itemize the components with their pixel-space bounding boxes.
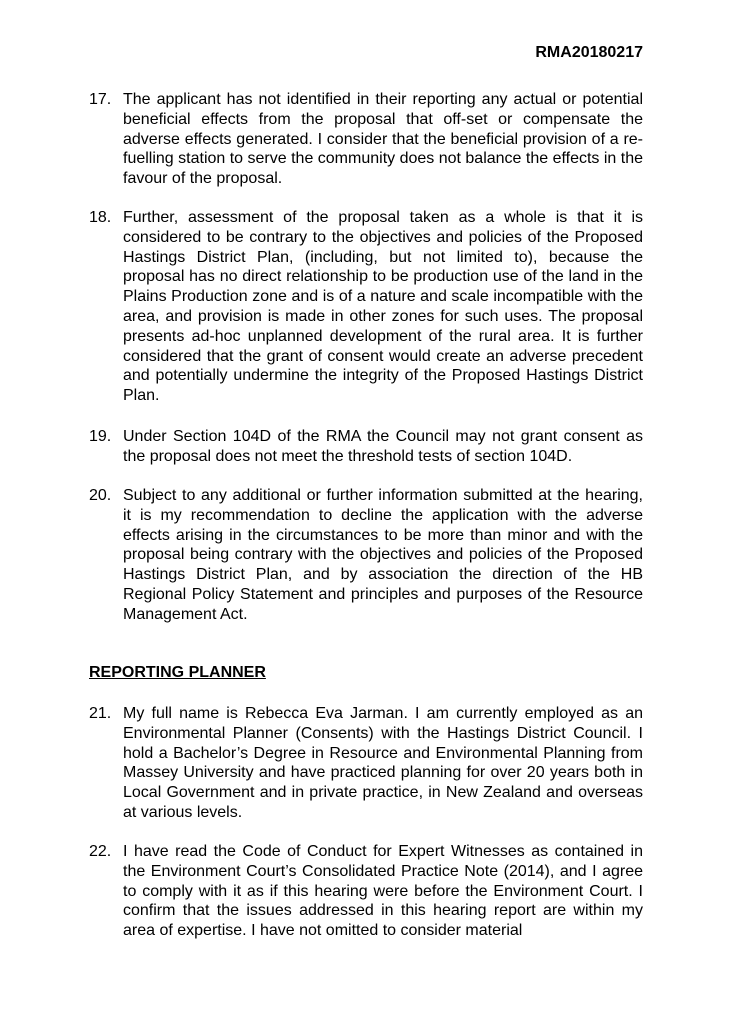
paragraph-text: Further, assessment of the proposal taken as a whole is that it is considered to be contrary to the objectives and policies of the Proposed Hastings District Plan, (including, but not limited to), because the proposal has no direct relationship to be production use of the land in the Plains Production zone and is of a nature and scale incompatible with the area, and provision is made in other zones for such uses. The proposal presents ad-hoc unplanned development of the rural area. It is further considered that the grant of consent would create an adverse precedent and potentially undermine the integrity of the Proposed Hastings District Plan. <box>123 209 643 405</box>
paragraph-number: 20. <box>89 487 112 504</box>
paragraph-text: I have read the Code of Conduct for Expert Witnesses as contained in the Environment Court’s Consolidated Practice Note (2014), and I agree to comply with it as if this hearing were before the Environment Court. I confirm that the issues addressed in this hearing report are within my area of expertise. I have not omitted to consider material <box>123 843 643 940</box>
paragraph-17 <box>89 90 643 189</box>
paragraph-number: 18. <box>89 209 112 226</box>
paragraph-21 <box>89 704 643 823</box>
paragraph-19 <box>89 427 643 467</box>
paragraph-text: My full name is Rebecca Eva Jarman. I am currently employed as an Environmental Planner (Consents) with the Hastings District Council. I hold a Bachelor’s Degree in Resource and Environmental Planning from Massey University and have practiced planning for over 20 years both in Local Government and in private practice, in New Zealand and overseas at various levels. <box>123 705 643 821</box>
document-reference: RMA20180217 <box>535 44 643 61</box>
section-heading: REPORTING PLANNER <box>89 664 266 681</box>
paragraph-text: Subject to any additional or further information submitted at the hearing, it is my recommendation to decline the application with the adverse effects arising in the circumstances to be more than minor and with the proposal being contrary with the objectives and policies of the Proposed Hastings District Plan, and by association the direction of the HB Regional Policy Statement and principles and purposes of the Resource Management Act. <box>123 487 643 623</box>
paragraph-20 <box>89 486 643 625</box>
paragraph-22 <box>89 842 643 941</box>
paragraph-text: The applicant has not identified in their reporting any actual or potential beneficial effects from the proposal that off-set or compensate the adverse effects generated. I consider that the beneficial provision of a re-fuelling station to serve the community does not balance the effects in the favour of the proposal. <box>123 91 644 188</box>
paragraph-text: Under Section 104D of the RMA the Council may not grant consent as the proposal does not meet the threshold tests of section 104D. <box>123 428 643 465</box>
paragraph-number: 17. <box>89 91 112 108</box>
paragraph-number: 19. <box>89 428 112 445</box>
paragraph-18 <box>89 208 643 406</box>
paragraph-number: 21. <box>89 705 112 722</box>
paragraph-number: 22. <box>89 843 112 860</box>
